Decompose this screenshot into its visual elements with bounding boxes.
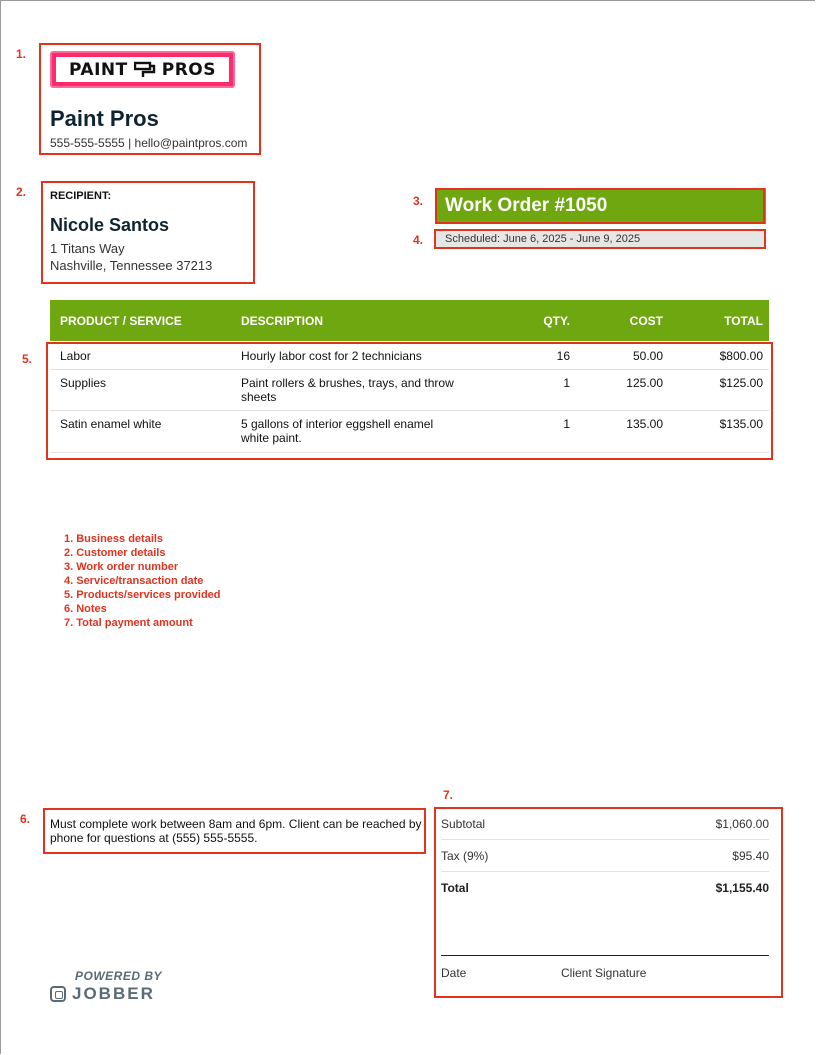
row-description: Paint rollers & brushes, trays, and throw sheets <box>241 376 454 404</box>
row-total: $135.00 <box>719 417 763 431</box>
row-cost: 135.00 <box>626 417 663 431</box>
legend-item: 6. Notes <box>64 603 107 615</box>
business-contact: 555-555-5555 | hello@paintpros.com <box>50 136 248 150</box>
address-line-2: Nashville, Tennessee 37213 <box>50 258 213 273</box>
business-name: Paint Pros <box>50 106 159 131</box>
row-qty: 16 <box>556 349 570 363</box>
total-value: $1,155.40 <box>715 881 769 895</box>
total-row <box>441 881 769 895</box>
tax-row <box>441 849 769 863</box>
header-cost: COST <box>629 314 663 328</box>
marker-6: 6. <box>20 812 31 826</box>
marker-2: 2. <box>16 185 27 199</box>
client-signature-label: Client Signature <box>561 966 647 980</box>
recipient-label: RECIPIENT: <box>50 190 112 202</box>
jobber-icon <box>50 986 66 1002</box>
work-order-title: Work Order #1050 <box>436 188 766 224</box>
legend-item: 7. Total payment amount <box>64 617 193 629</box>
row-qty: 1 <box>563 376 570 390</box>
legend-item: 5. Products/services provided <box>64 589 221 601</box>
row-total: $125.00 <box>719 376 763 390</box>
legend-item: 4. Service/transaction date <box>64 575 204 587</box>
annotation-box-date <box>434 229 766 249</box>
row-qty: 1 <box>563 417 570 431</box>
table-header <box>50 300 769 341</box>
marker-5: 5. <box>22 352 33 366</box>
totals-divider <box>441 871 769 872</box>
recipient-name: Nicole Santos <box>50 215 170 235</box>
marker-7: 7. <box>443 788 454 802</box>
row-product: Satin enamel white <box>60 417 162 431</box>
date-label: Date <box>441 966 467 980</box>
logo-word-right: PROS <box>161 59 216 80</box>
jobber-logo <box>50 984 155 1004</box>
marker-4: 4. <box>413 233 424 247</box>
header-description: DESCRIPTION <box>241 314 324 328</box>
recipient-address <box>50 240 212 274</box>
annotation-box-work-order <box>435 188 765 224</box>
row-product: Labor <box>60 349 91 363</box>
legend-item: 1. Business details <box>64 533 164 545</box>
notes-text: Must complete work between 8am and 6pm. Client can be reached by phone for questions at (555) 555-5555. <box>50 817 422 845</box>
header-total: TOTAL <box>724 314 763 328</box>
legend-item: 3. Work order number <box>64 561 179 573</box>
row-cost: 125.00 <box>626 376 663 390</box>
row-cost: 50.00 <box>632 349 663 363</box>
scheduled-dates: Scheduled: June 6, 2025 - June 9, 2025 <box>436 230 766 248</box>
signature-line <box>441 955 769 956</box>
tax-value: $95.40 <box>732 849 769 863</box>
powered-by-text: POWERED BY <box>75 969 163 983</box>
totals-divider <box>441 839 769 840</box>
legend-item: 2. Customer details <box>64 547 166 559</box>
marker-3: 3. <box>413 194 424 208</box>
row-divider <box>50 452 769 453</box>
logo-word-left: PAINT <box>69 59 128 80</box>
row-divider <box>50 410 769 411</box>
jobber-wordmark: JOBBER <box>72 984 155 1003</box>
header-product: PRODUCT / SERVICE <box>60 314 182 328</box>
subtotal-label: Subtotal <box>441 817 486 831</box>
row-description: Hourly labor cost for 2 technicians <box>241 349 422 363</box>
marker-1: 1. <box>16 47 27 61</box>
address-line-1: 1 Titans Way <box>50 241 125 256</box>
row-product: Supplies <box>60 376 107 390</box>
paint-roller-icon <box>134 61 156 79</box>
row-description: 5 gallons of interior eggshell enamel white paint. <box>241 417 434 445</box>
business-logo <box>50 51 235 88</box>
row-divider <box>50 369 769 370</box>
row-total: $800.00 <box>719 349 763 363</box>
subtotal-row <box>441 817 769 831</box>
annotation-legend <box>64 532 221 630</box>
tax-label: Tax (9%) <box>441 849 489 863</box>
signature-row <box>441 966 769 980</box>
subtotal-value: $1,060.00 <box>715 817 769 831</box>
header-qty: QTY. <box>543 314 570 328</box>
total-label: Total <box>441 881 469 895</box>
